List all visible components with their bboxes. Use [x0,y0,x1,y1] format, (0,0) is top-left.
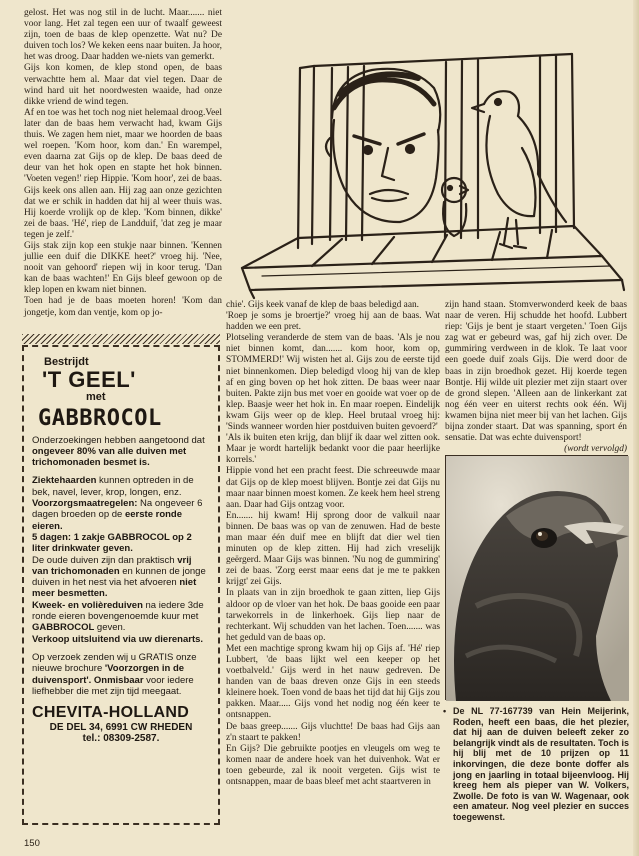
story-paragraph: zijn hand staan. Stomverwonderd keek de baas naar de veren. Hij schudde het hoofd. Lubbert riep: 'Gijs je bent je staart vergeten.' Toen Gijs zag wat er gebeurd was, gaf hij zich over. De gummiring verdween in de klok. Te laat voor een goede duif zoals Gijs. Die werd door de baas in zijn broedhok gezet. Hij koerde tegen Bontje. Hij wilde uit plezier met zijn staart over de grond slepen. 'Alleen aan de linkerkant zat nog één veer en uiterst rechts ook één. Wij kwamen bijna niet meer bij van het lachen. Gijs bijna zonder staart. Dat was spanning, sport én sensatie. Dat was echte duivensport! [445,300,627,444]
ad-brochure-rest: voor iedere liefhebber die met zijn tijd meegaat. [32,674,194,697]
ad-ziekte-bold: Ziektehaarden [32,475,97,487]
story-paragraph: De baas greep....... Gijs vluchtte! De baas had Gijs aan z'n staart te pakken! [226,721,440,743]
ad-brochure-text: Op verzoek zenden wij u GRATIS onze nieuwe brochure [32,651,197,675]
photo-caption [443,706,629,846]
ad-intro-text: Onderzoekingen hebben aangetoond dat [32,434,205,446]
ad-address: DE DEL 34, 6991 CW RHEDEN [49,722,193,734]
story-paragraph: En Gijs? Die gebruikte pootjes en vleugels om weg te komen naar de andere hoek van het duivenhok. Wat er toen gebeurde, zal ik nooit vergeten. Gijs wist te ontsnappen, maar de baas bleef met acht staartveren in [226,743,440,788]
ad-kweek-text2: geven. [94,622,126,634]
story-paragraph: 'Als ik buiten eten krijg, dan blijf ik daar wel zitten ook. Maar je wordt hartelijk bedankt voor die paar heerlijke korrels.' [226,433,440,466]
story-paragraph: Hippie vond het een pracht feest. Die schreeuwde maar dat Gijs op de klep moest blijven. Bontje zei dat Gijs nu maar naar binnen moest komen. Ze keek hem heel streng aan. Daar had Gijs ontzag voor. [226,466,440,510]
story-column-left [24,8,222,338]
story-paragraph: Toen had je de baas moeten horen! 'Kom dan jongetje, kom dan ventje, kom op jo- [24,296,222,318]
story-paragraph: Gijs kon komen, de klep stond open, de baas verwachtte hem al. Maar dat viel tegen. Daar de wind hard uit het noordwesten waaide, had onze dikke vriend de wind tegen. [24,63,222,107]
ad-brochure-bold: 'Voorzorgen in de duivensport'. Onmisbaar [32,663,185,686]
pigeon-head-image [446,456,629,701]
ad-phone: tel.: 08309-2587. [82,733,160,745]
pigeon-photo [445,455,628,700]
ad-intro-bold: ongeveer 80% van alle duiven met trichomonaden besmet is. [32,445,187,469]
ad-met: met [86,391,106,404]
page-number: 150 [24,838,40,849]
page-edge [633,0,639,856]
story-column-middle [226,300,440,836]
ad-voorzorg-text: Na ongeveer 6 dagen broeden op de [32,498,203,521]
ad-sale: Verkoop uitsluitend via uw dierenarts. [32,633,204,645]
story-paragraph: chie'. Gijs keek vanaf de klep de baas beledigd aan. [226,300,420,310]
story-paragraph: Met een machtige sprong kwam hij op Gijs af. 'Hé' riep Lubbert, 'de baas lijkt wel een keeper op het voetbalveld.' Gijs werd in het nauw gedreven. De handen van de baas dreven onze Gijs in een steeds kleinere hoek. Toen vond de baas het tijd dat hij Gijs zou pakken. Maar..... Gijs vond het nodig nog één keer te ontsnappen. [226,643,440,721]
cartoon-illustration [222,8,632,298]
story-column-right [445,300,627,455]
ad-kweek-bold2: GABBROCOL [32,622,95,634]
ad-border-hatch [22,334,220,344]
ad-dosage: 5 dagen: 1 zakje GABBROCOL op 2 liter drinkwater geven. [32,531,192,555]
story-paragraph: 'Roep je soms je broertje?' vroeg hij aan de baas. Wat hadden we een pret. [226,311,440,333]
story-paragraph: Plotseling veranderde de stem van de baas. 'Als je nou niet binnen komt, dan....... kom hoor, kom op, STOMMERD!' Wij wisten het al. Gijs zou de eerste tijd niet binnenkomen. Diep beledigd vloog hij van de klep af en ging boven op het hok zitten. De baas weer naar buiten. Pakte zijn bus met voer en gooide wat voer op de klep. Baasje weer het hok in. En maar roepen. Eindelijk kwam Gijs weer op de klep. Heel brutaal vroeg hij: 'Sinds wanneer worden hier postduiven buiten gevoerd?' [226,333,440,433]
ad-ziektehaarden [32,475,210,644]
ad-kweek-bold: Kweek- en volièreduiven [32,599,143,611]
ad-company: CHEVITA-HOLLAND [32,704,190,722]
ad-bestrijdt: Bestrijdt [44,356,89,368]
gabbrocol-advertisement [22,345,220,825]
story-paragraph: En....... hij kwam! Hij sprong door de valkuil naar binnen. De baas was op van de zenuwen. Had de beste man maar één duif mee en blijft dat dier wel tien minuten op de klep zitten. Hij had zich vreselijk geërgerd. Maar Gijs was binnen. 'Nu nog de gummiring' zei de baas. 'Zorg eerst maar eens dat je me te pakken krijgt' zei Gijs. [226,510,440,588]
ad-effect-bold2: niet meer besmetten. [32,577,197,600]
ad-effect-bold: vrij van trichomonaden [32,554,192,577]
ad-voorzorg-bold: Voorzorgsmaatregelen: [32,498,138,510]
ad-brand: 'T GEEL' [42,367,136,393]
story-paragraph: Gijs stak zijn kop een stukje naar binnen. 'Kennen jullie een duif die DIKKE heet?' vroeg hij. 'Nee, nooit van gehoord' riepen wij in koor terug. 'Dan kan de baas wachten!' En Gijs bleef gewoon op de klep lopen en kwam niet binnen. [24,240,222,296]
ad-effect-mid: en kunnen de jonge duiven in het nest via het afvoeren [32,565,206,589]
ad-intro [32,435,210,469]
ad-ziekte-text: kunnen optreden in de bek, navel, lever, krop, longen, enz. [32,475,194,498]
caption-text: De NL 77-167739 van Hein Meijerink, Roden, heeft een baas, die het plezier, dat hij aan de duiven beleeft zeker zo belangrijk vindt als de resultaten. Toch is hij blij met de 10 prijzen op 11 inkorvingen, die deze bonte doffer als jong en jaarling in totaal bijeenvloog. Hij kreeg hem als pieper van W. Volkers, Zwolle. De foto is van W. Wagenaar, ook een amateur. Nog veel plezier en succes toegewenst. [453,706,629,822]
ad-effect-text: De oude duiven zijn dan praktisch [32,554,178,566]
continued-note: (wordt vervolgd) [564,444,627,455]
story-paragraph: gelost. Het was nog stil in de lucht. Maar....... niet voor lang. Het zal tegen een uur of twaalf geweest zijn, toen de baas de klep openzette. Wat nu? De duiven toch los? We keken eens naar buiten. Ja hoor, het was droog. Daar hadden we-niets van gemerkt. [24,8,222,63]
story-paragraph: Af en toe was het toch nog niet helemaal droog.Veel later dan de baas hem verwacht had, kwam Gijs thuis. We zagen hem niet, maar we hoorden de baas wel roepen. 'Kom hoor, kom dan.' En warempel, even daarna zat Gijs op de klep. De baas deed de deur van het hok open en stapte het hok binnen. 'Voeten vegen!' riep Hippie. 'Kom hoor', zei de baas. Gijs keek ons allen aan. Hij zag aan onze gezichten dat we er schik in hadden dat hij al weer thuis was. Hij koerde vrolijk op de klep. 'Kom binnen, dikke' zei de baas. 'Hé', riep de Landduif, 'dat zeg je maar tegen je zelf.' [24,107,222,240]
ad-voorzorg-bold2: eerste ronde eieren. [32,509,183,532]
caption-bullet: • [443,706,447,716]
ad-product-name: GABBROCOL [38,405,162,431]
ad-brochure [32,652,210,697]
ad-kweek-text: na iedere 3de ronde eieren bovengenoemde kuur met [32,599,204,623]
story-paragraph: In plaats van in zijn broedhok te gaan zitten, liep Gijs aldoor op de vloer van het hok. De baas gooide een paar tarwekorrels in de linkerhoek. Gijs liep naar de rechterkant. Wij schudden van het lachen. Toen....... was het geduld van de baas op. [226,588,440,643]
